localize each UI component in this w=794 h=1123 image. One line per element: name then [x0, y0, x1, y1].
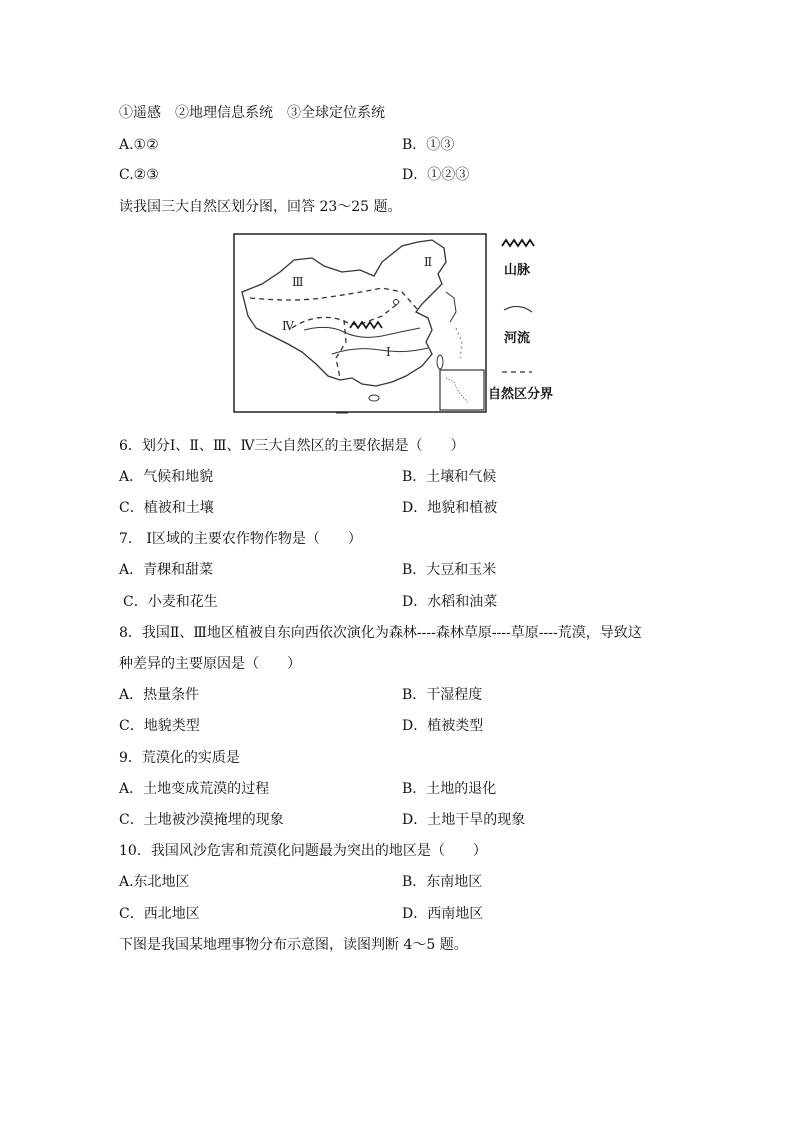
q10-stem: 10．我国风沙危害和荒漠化问题最为突出的地区是（ ） [119, 843, 487, 859]
q7-option-b: B．大豆和玉米 [402, 562, 497, 578]
q8-option-b: B．干湿程度 [402, 687, 483, 703]
q8-option-a: A．热量条件 [119, 687, 200, 703]
q8-option-c: C．地貌类型 [119, 718, 200, 734]
q10-option-a: A.东北地区 [119, 874, 190, 890]
region-label-4: Ⅳ [282, 319, 294, 333]
river-legend-icon [504, 306, 532, 312]
legend-mountain-label: 山脉 [504, 263, 531, 278]
option-c: C.②③ [119, 167, 159, 183]
legend-boundary-label: 自然区分界 [488, 387, 554, 402]
q7-stem: 7. Ⅰ区域的主要农作物作物是（ ） [119, 531, 362, 547]
q6-option-b: B．土壤和气候 [402, 469, 497, 485]
region-label-1: Ⅰ [386, 345, 391, 359]
q8-stem-line2: 种差异的主要原因是（ ） [119, 656, 301, 672]
q10-option-b: B．东南地区 [402, 874, 483, 890]
map-intro: 读我国三大自然区划分图，回答 23～25 题。 [119, 199, 402, 215]
q8-stem-line1: 8．我国Ⅱ、Ⅲ地区植被自东向西依次演化为森林----森林草原----草原----荒漠，导致这 [119, 625, 642, 641]
q10-option-c: C．西北地区 [119, 906, 200, 922]
q9-option-c: C．土地被沙漠掩埋的现象 [119, 812, 284, 828]
option-d: D．①②③ [402, 167, 470, 183]
q9-stem: 9．荒漠化的实质是 [119, 750, 240, 766]
q7-option-c: C．小麦和花生 [123, 594, 218, 610]
intro-choices: ①遥感 ②地理信息系统 ③全球定位系统 [119, 105, 385, 121]
natural-regions-map [232, 232, 564, 416]
q9-option-b: B．土地的退化 [402, 781, 497, 797]
q7-option-a: A．青稞和甜菜 [119, 562, 214, 578]
q6-option-c: C．植被和土壤 [119, 500, 214, 516]
q7-option-d: D．水稻和油菜 [402, 594, 498, 610]
region-label-2: Ⅱ [424, 255, 433, 269]
q6-option-a: A．气候和地貌 [119, 469, 214, 485]
q9-option-d: D．土地干旱的现象 [402, 812, 526, 828]
mountain-legend-icon [502, 240, 534, 246]
legend-river-label: 河流 [504, 331, 531, 346]
q8-option-d: D．植被类型 [402, 718, 484, 734]
q9-option-a: A．土地变成荒漠的过程 [119, 781, 270, 797]
outro-text: 下图是我国某地理事物分布示意图，读图判断 4～5 题。 [119, 937, 468, 953]
option-a: A.①② [119, 137, 159, 153]
region-label-3: Ⅲ [292, 275, 304, 289]
option-b: B．①③ [402, 137, 455, 153]
q10-option-d: D．西南地区 [402, 906, 484, 922]
q6-option-d: D．地貌和植被 [402, 500, 498, 516]
q6-stem: 6．划分Ⅰ、Ⅱ、Ⅲ、Ⅳ三大自然区的主要依据是（ ） [119, 438, 465, 454]
